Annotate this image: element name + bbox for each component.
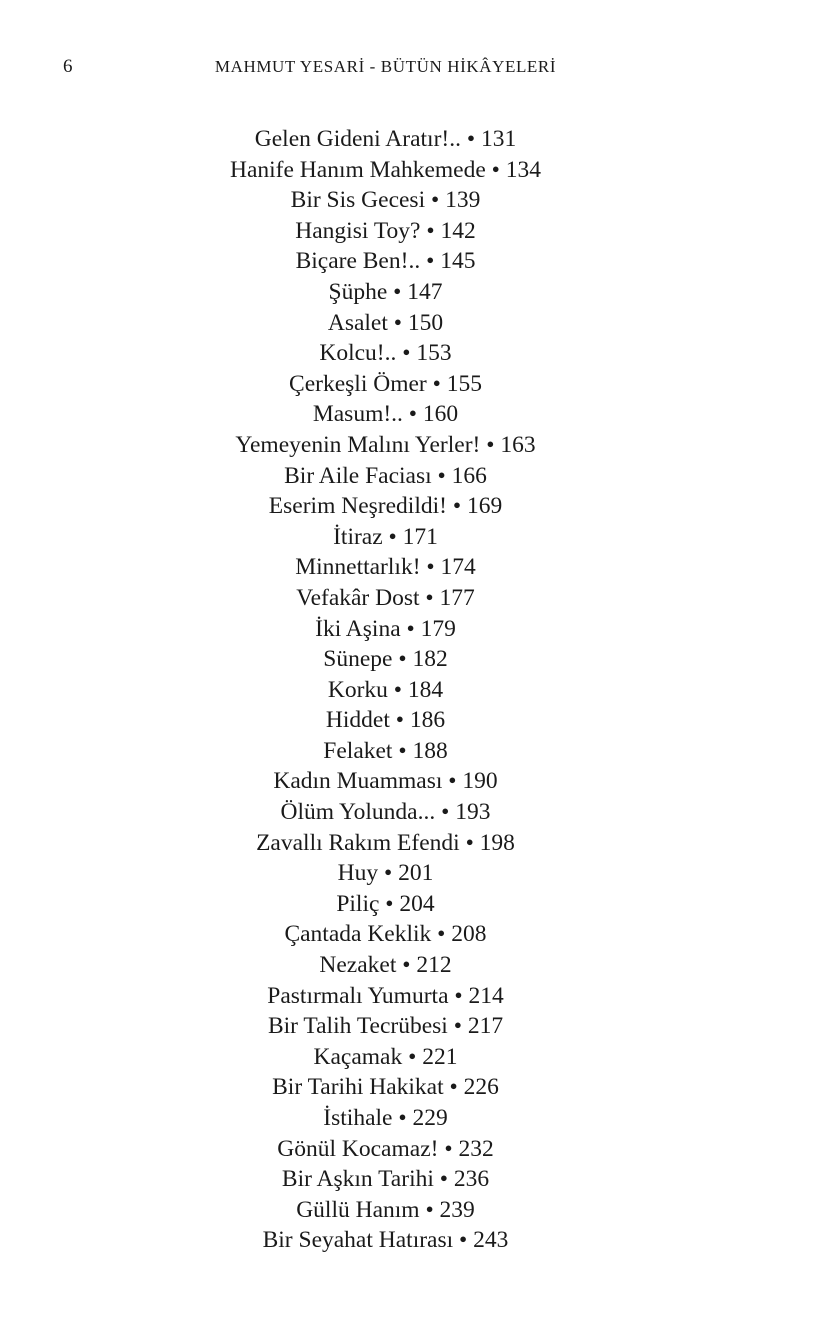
toc-entry-page: 174 (440, 554, 476, 581)
bullet-separator: • (396, 952, 417, 979)
bullet-separator: • (392, 646, 413, 673)
toc-entry-title: Hiddet (325, 707, 390, 734)
toc-entry-page: 217 (467, 1013, 504, 1040)
bullet-separator: • (438, 1135, 459, 1162)
toc-entry-title: Korku (327, 676, 388, 703)
toc-entry-page: 212 (416, 952, 452, 979)
bullet-separator: • (425, 187, 446, 214)
toc-entry (0, 858, 771, 889)
toc-entry-page: 208 (451, 921, 487, 948)
toc-entry-page: 239 (439, 1196, 475, 1223)
toc-entry (0, 675, 771, 706)
toc-entry-title: İstihale (323, 1105, 393, 1131)
toc-entry (0, 705, 771, 736)
toc-entry-title: Gönül Kocamaz! (277, 1135, 439, 1162)
bullet-separator: • (419, 1196, 440, 1223)
bullet-separator: • (446, 493, 467, 520)
toc-entry-page: 131 (480, 126, 517, 152)
toc-entry-title: Kolcu!.. (319, 340, 397, 367)
toc-entry-title: Hanife Hanım Mahkemede (229, 156, 486, 183)
toc-entry-title: Şüphe (328, 278, 388, 305)
toc-entry (0, 1164, 771, 1195)
toc-entry-page: 193 (455, 799, 491, 826)
toc-entry (0, 522, 771, 553)
toc-entry-page: 184 (407, 676, 444, 703)
bullet-separator: • (433, 1166, 454, 1193)
toc-entry-title: Çerkeşli Ömer (289, 370, 427, 397)
bullet-separator: • (431, 462, 452, 489)
toc-entry-page: 145 (440, 248, 476, 275)
toc-entry-title: Vefakâr Dost (296, 584, 420, 611)
toc-entry-page: 229 (412, 1105, 448, 1131)
toc-entry (0, 155, 771, 186)
bullet-separator: • (435, 799, 456, 826)
toc-entry (0, 1042, 771, 1073)
toc-entry-title: Huy (337, 860, 379, 887)
toc-entry-page: 150 (407, 309, 444, 336)
bullet-separator: • (379, 890, 400, 917)
toc-entry (0, 369, 771, 400)
running-title: MAHMUT YESARİ - BÜTÜN HİKÂYELERİ (214, 57, 557, 76)
bullet-separator: • (443, 1074, 464, 1101)
toc-entry-title: Eserim Neşredildi! (268, 493, 447, 520)
toc-entry-title: Bir Seyahat Hatırası (262, 1227, 454, 1254)
toc-entry-page: 204 (399, 890, 435, 917)
toc-entry-page: 166 (451, 462, 487, 489)
toc-entry (0, 308, 771, 339)
toc-entry-page: 160 (422, 401, 459, 428)
toc-entry (0, 1195, 771, 1226)
toc-entry-page: 221 (422, 1043, 458, 1070)
toc-entry (0, 338, 771, 369)
toc-entry (0, 1072, 771, 1103)
toc-entry-title: Çantada Keklik (284, 921, 432, 948)
toc-entry-title: Sünepe (323, 646, 393, 673)
toc-entry-page: 188 (412, 737, 448, 764)
page-number: 6 (63, 56, 73, 77)
toc-entry-title: Bir Tarihi Hakikat (272, 1074, 444, 1101)
bullet-separator: • (387, 309, 408, 336)
toc-entry-title: Bir Talih Tecrübesi (267, 1013, 448, 1040)
bullet-separator: • (402, 1043, 423, 1070)
toc-entry (0, 1103, 771, 1134)
toc-entry-page: 177 (439, 584, 475, 611)
bullet-separator: • (420, 248, 441, 275)
toc-entry-page: 236 (453, 1166, 490, 1193)
bullet-separator: • (442, 768, 463, 795)
toc-entry (0, 461, 771, 492)
toc-entry (0, 828, 771, 859)
toc-entry-title: İtiraz (333, 523, 383, 550)
toc-entry-page: 182 (412, 646, 448, 673)
bullet-separator: • (419, 584, 440, 611)
bullet-separator: • (402, 401, 423, 428)
toc-entry-page: 186 (409, 707, 446, 734)
bullet-separator: • (459, 829, 480, 856)
toc-entry-title: Asalet (327, 309, 388, 336)
toc-entry-title: Hangisi Toy? (295, 217, 421, 244)
bullet-separator: • (426, 370, 447, 397)
toc-entry (0, 889, 771, 920)
bullet-separator: • (387, 676, 408, 703)
toc-entry (0, 1011, 771, 1042)
toc-entry-title: Minnettarlık! (295, 554, 421, 581)
toc-entry-title: Bir Sis Gecesi (290, 187, 426, 214)
toc-entry (0, 950, 771, 981)
toc-entry-title: Felaket (323, 737, 393, 764)
toc-entry-page: 163 (500, 431, 536, 458)
toc-entry-page: 142 (440, 217, 476, 244)
toc-entry-page: 214 (468, 982, 504, 1009)
toc-entry (0, 491, 771, 522)
toc-entry (0, 430, 771, 461)
bullet-separator: • (392, 1105, 413, 1131)
toc-entry-title: Nezaket (319, 952, 397, 979)
toc-entry (0, 766, 771, 797)
toc-entry-page: 155 (446, 370, 482, 397)
toc-entry-page: 134 (505, 156, 542, 183)
toc-entry (0, 216, 771, 247)
toc-entry-title: Ölüm Yolunda... (280, 799, 436, 826)
bullet-separator: • (480, 431, 501, 458)
toc-entry (0, 399, 771, 430)
toc-entry-page: 198 (479, 829, 515, 856)
bullet-separator: • (453, 1227, 474, 1254)
toc-entry (0, 797, 771, 828)
bullet-separator: • (387, 278, 408, 305)
toc-entry-title: Masum!.. (312, 401, 403, 428)
toc-entry (0, 644, 771, 675)
toc-entry-page: 226 (463, 1074, 499, 1101)
toc-entry-page: 232 (458, 1135, 494, 1162)
toc-entry-title: Bir Aşkın Tarihi (281, 1166, 434, 1193)
toc-entry (0, 614, 771, 645)
toc-entry-page: 153 (416, 340, 452, 367)
toc-entry (0, 124, 771, 155)
bullet-separator: • (382, 523, 403, 550)
toc-entry (0, 736, 771, 767)
toc-entry-title: Bir Aile Faciası (284, 462, 432, 489)
toc-entry (0, 277, 771, 308)
bullet-separator: • (460, 126, 481, 152)
toc-entry-title: Piliç (336, 890, 380, 917)
bullet-separator: • (392, 737, 413, 764)
bullet-separator: • (420, 554, 441, 581)
toc-entry-page: 201 (398, 860, 434, 887)
toc-entry (0, 1134, 771, 1165)
bullet-separator: • (400, 615, 421, 642)
toc-entry-title: İki Aşina (315, 615, 401, 642)
toc-entry-title: Biçare Ben!.. (295, 248, 421, 275)
toc-entry-title: Yemeyenin Malını Yerler! (235, 431, 481, 458)
toc-entry (0, 552, 771, 583)
toc-entry-page: 169 (466, 493, 503, 520)
toc-entry-title: Kaçamak (313, 1043, 403, 1070)
bullet-separator: • (431, 921, 452, 948)
toc-entry (0, 246, 771, 277)
bullet-separator: • (447, 1013, 468, 1040)
toc-entry-page: 243 (473, 1227, 509, 1254)
toc-entry (0, 981, 771, 1012)
bullet-separator: • (389, 707, 410, 734)
toc-entry (0, 919, 771, 950)
toc-entry-page: 139 (445, 187, 481, 214)
toc-entry-title: Zavallı Rakım Efendi (256, 829, 460, 856)
toc-entry-page: 171 (402, 523, 438, 550)
page-header (0, 56, 827, 80)
toc-entry-page: 190 (462, 768, 498, 795)
toc-entry-page: 147 (407, 278, 443, 305)
bullet-separator: • (378, 860, 399, 887)
toc-entry (0, 1225, 771, 1256)
bullet-separator: • (448, 982, 469, 1009)
bullet-separator: • (485, 156, 506, 183)
toc-entry-page: 179 (420, 615, 456, 642)
toc-entry-title: Gelen Gideni Aratır!.. (254, 126, 461, 152)
table-of-contents (0, 124, 771, 1256)
toc-entry-title: Güllü Hanım (296, 1196, 420, 1223)
toc-entry-title: Kadın Muamması (273, 768, 443, 795)
toc-entry (0, 583, 771, 614)
toc-entry-title: Pastırmalı Yumurta (267, 982, 449, 1009)
bullet-separator: • (396, 340, 417, 367)
toc-entry (0, 185, 771, 216)
bullet-separator: • (420, 217, 441, 244)
